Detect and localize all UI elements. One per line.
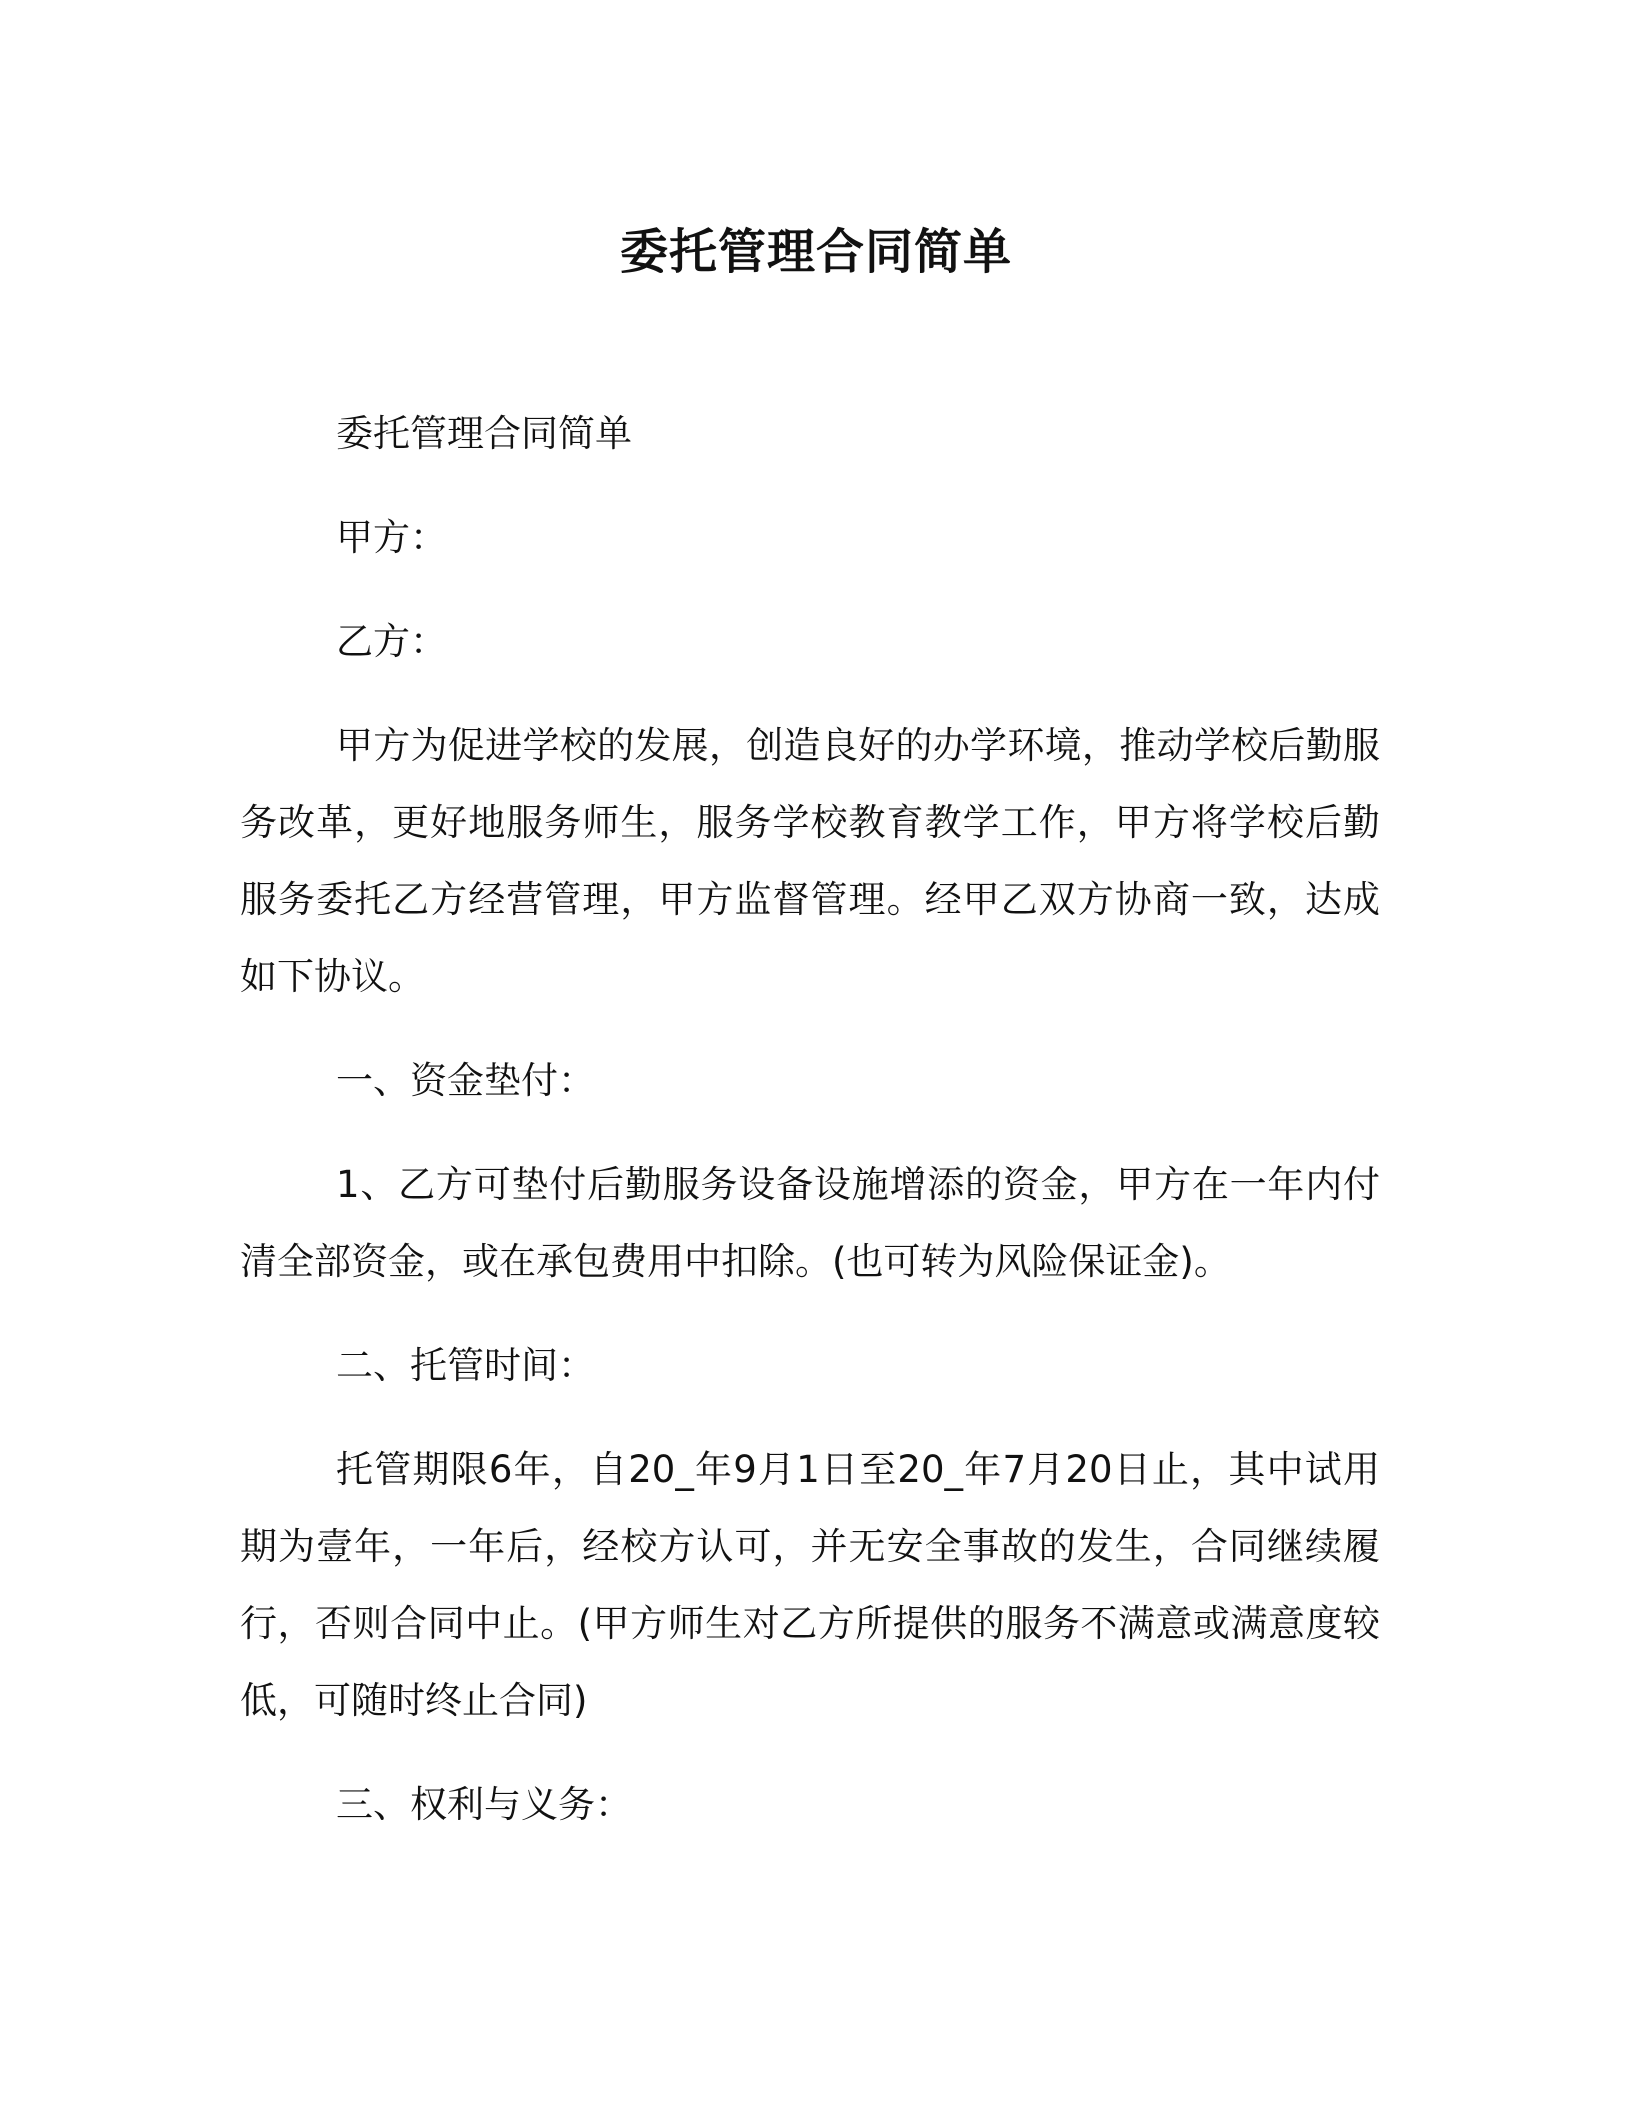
paragraph-funding-clause: 1、乙方可垫付后勤服务设备设施增添的资金，甲方在一年内付清全部资金，或在承包费用中扣除。(也可转为风险保证金)。 [240,1163,1380,1283]
paragraph-preamble: 甲方为促进学校的发展，创造良好的办学环境，推动学校后勤服务改革，更好地服务师生，服务学校教育教学工作，甲方将学校后勤服务委托乙方经营管理，甲方监督管理。经甲乙双方协商一致，达成如下协议。 [240,724,1380,998]
paragraph-heading: 委托管理合同简单 [336,412,632,455]
paragraph-party-a: 甲方： [336,516,447,559]
paragraph-party-b: 乙方： [336,620,447,663]
paragraph-term-clause: 托管期限6年，自20_年9月1日至20_年7月20日止，其中试用期为壹年，一年后，经校方认可，并无安全事故的发生，合同继续履行，否则合同中止。(甲方师生对乙方所提供的服务不满意或满意度较低，可随时终止合同) [240,1448,1380,1722]
document-title: 委托管理合同简单 [619,224,1012,280]
document-body [240,395,1380,1870]
section-heading-rights: 三、权利与义务： [336,1783,632,1826]
section-heading-term: 二、托管时间： [336,1344,595,1387]
section-heading-funding: 一、资金垫付： [336,1059,595,1102]
